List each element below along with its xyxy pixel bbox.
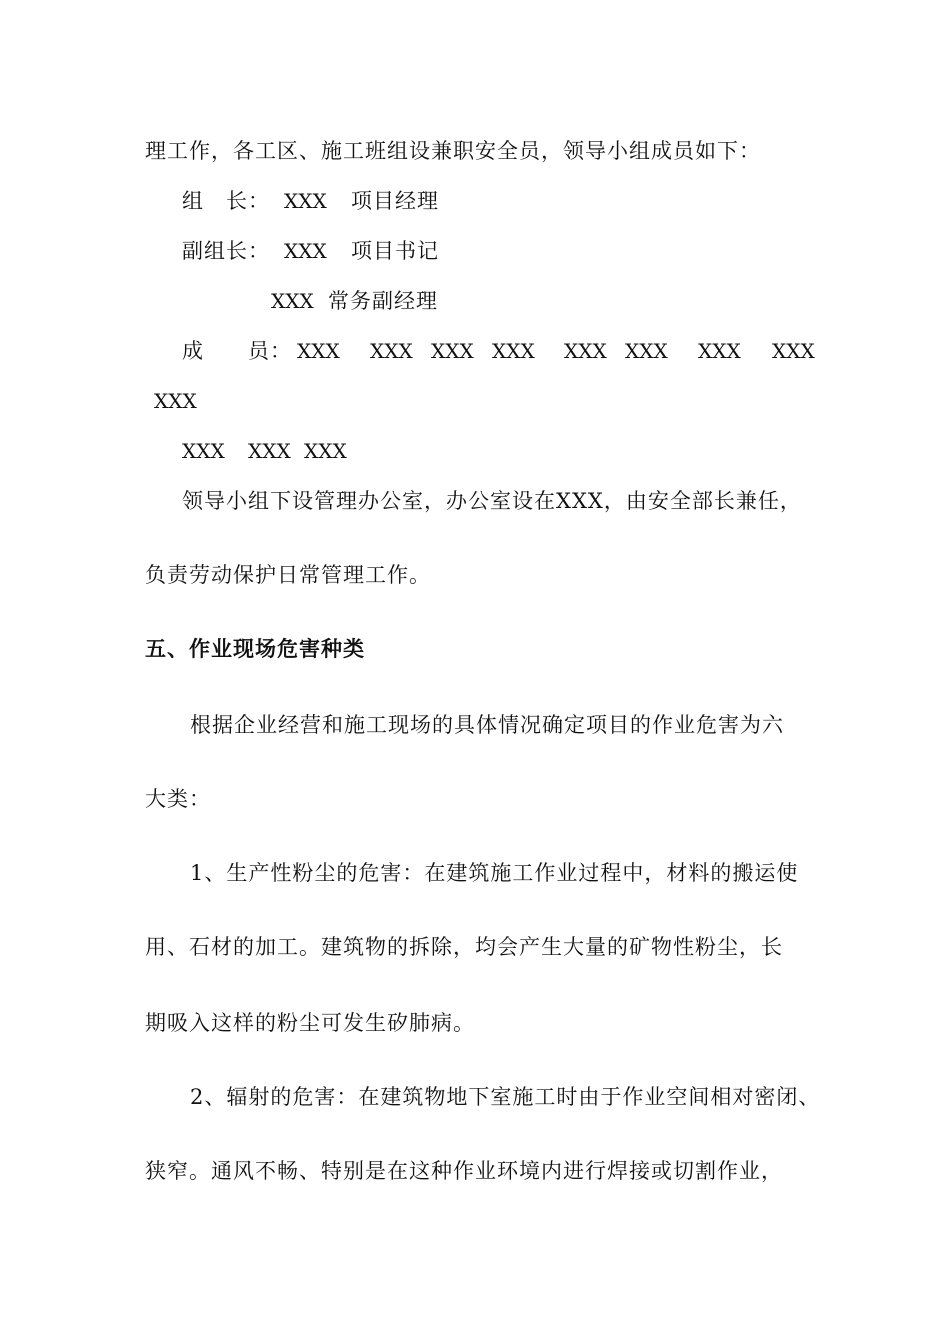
deputy-name: XXX	[271, 289, 314, 313]
member-name: XXX	[772, 339, 815, 363]
member-name: XXX	[248, 439, 291, 463]
members-label: 成 员：	[182, 339, 292, 363]
paragraph-line: 狭窄。通风不畅、特别是在这种作业环境内进行焊接或切割作业，	[145, 1159, 783, 1183]
paragraph-line: 1、生产性粉尘的危害：在建筑施工作业过程中，材料的搬运使	[190, 861, 799, 885]
member-name: XXX	[154, 389, 197, 413]
member-name: XXX	[304, 439, 347, 463]
paragraph-line: 领导小组下设管理办公室，办公室设在XXX，由安全部长兼任，	[182, 489, 802, 513]
leader-label: 组 长：	[182, 189, 270, 213]
member-name: XXX	[625, 339, 668, 363]
paragraph-line: 期吸入这样的粉尘可发生矽肺病。	[145, 1011, 475, 1035]
member-name: XXX	[431, 339, 474, 363]
paragraph-line: 负责劳动保护日常管理工作。	[145, 563, 431, 587]
paragraph-line: 根据企业经营和施工现场的具体情况确定项目的作业危害为六	[190, 713, 784, 737]
member-name: XXX	[492, 339, 535, 363]
deputy-title: 项目书记	[351, 239, 439, 263]
deputy-label: 副组长：	[182, 239, 270, 263]
member-name: XXX	[297, 339, 340, 363]
deputy-title: 常务副经理	[328, 289, 438, 313]
member-name: XXX	[370, 339, 413, 363]
leader-title: 项目经理	[351, 189, 439, 213]
paragraph-line: 用、石材的加工。建筑物的拆除，均会产生大量的矿物性粉尘，长	[145, 935, 783, 959]
member-name: XXX	[698, 339, 741, 363]
member-name: XXX	[564, 339, 607, 363]
leader-name: XXX	[284, 189, 327, 213]
deputy-name: XXX	[284, 239, 327, 263]
paragraph-line: 大类：	[145, 787, 211, 811]
paragraph-line: 2、辐射的危害：在建筑物地下室施工时由于作业空间相对密闭、	[190, 1085, 821, 1109]
section-heading: 五、作业现场危害种类	[145, 637, 365, 661]
member-name: XXX	[182, 439, 225, 463]
paragraph-line: 理工作，各工区、施工班组设兼职安全员，领导小组成员如下：	[145, 139, 761, 163]
